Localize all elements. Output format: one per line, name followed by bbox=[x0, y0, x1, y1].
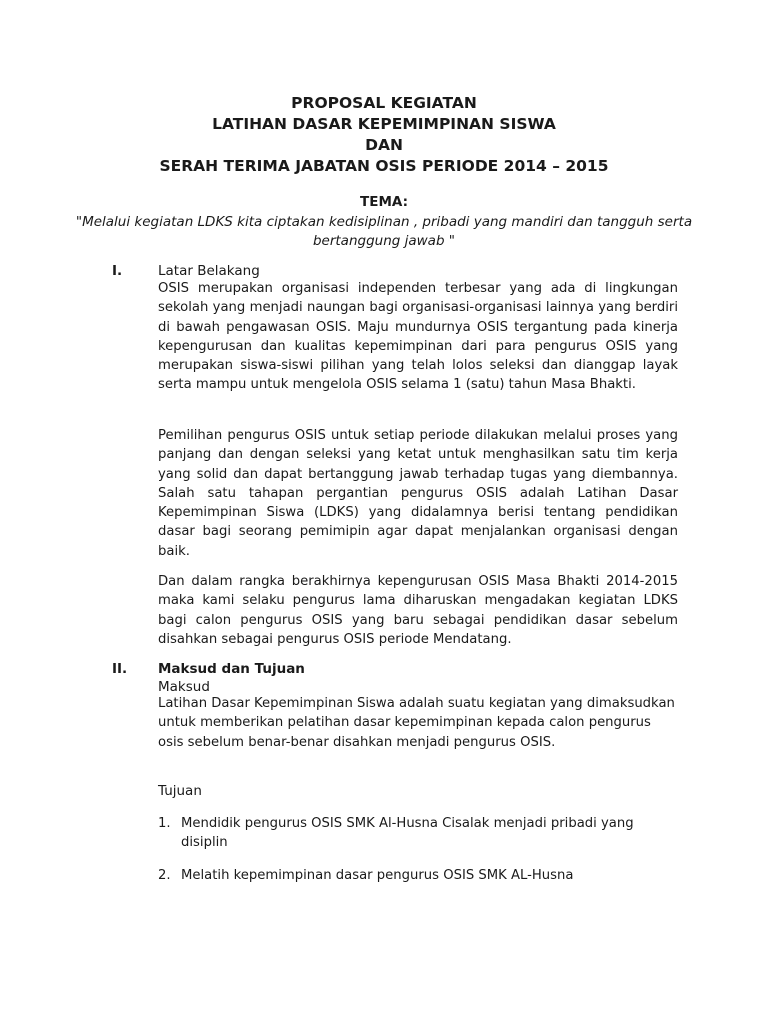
section-1-title: Latar Belakang bbox=[158, 263, 260, 279]
title-line-4: SERAH TERIMA JABATAN OSIS PERIODE 2014 – 2015 bbox=[159, 157, 609, 175]
tujuan-item-number: 2. bbox=[158, 868, 171, 883]
section-2-title: Maksud dan Tujuan bbox=[158, 661, 305, 677]
section-1-paragraph: Pemilihan pengurus OSIS untuk setiap periode dilakukan melalui proses yang panjang dan dengan seleksi yang ketat untuk menghasilkan satu tim kerja yang solid dan dapat bertanggung jawab terhadap tugas yang diembannya. Salah satu tahapan pergantian pengurus OSIS adalah Latihan Dasar Kepemimpinan Siswa (LDKS) yang didalamnya berisi tentang pendidikan dasar bagi seorang pemimipin agar dapat menjalankan organisasi dengan baik. bbox=[158, 428, 678, 559]
section-1-paragraph: OSIS merupakan organisasi independen terbesar yang ada di lingkungan sekolah yang menjadi naungan bagi organisasi-organisasi lainnya yang berdiri di bawah pengawasan OSIS. Maju mundurnya OSIS tergantung pada kinerja kepengurusan dan kualitas kepemimpinan dari para pengurus OSIS yang merupakan siswa-siswi pilihan yang telah lolos seleksi dan dianggap layak serta mampu untuk mengelola OSIS selama 1 (satu) tahun Masa Bhakti. bbox=[158, 281, 678, 393]
tujuan-label: Tujuan bbox=[158, 783, 202, 799]
section-1-number: I. bbox=[112, 263, 123, 279]
section-2-number: II. bbox=[112, 661, 128, 677]
tema-text: "Melalui kegiatan LDKS kita ciptakan kedisiplinan , pribadi yang mandiri dan tangguh serta bertanggung jawab " bbox=[75, 214, 693, 249]
tujuan-item-text: Mendidik pengurus OSIS SMK Al-Husna Cisalak menjadi pribadi yang disiplin bbox=[181, 816, 634, 851]
title-line-1: PROPOSAL KEGIATAN bbox=[291, 94, 477, 112]
tema-label: TEMA: bbox=[360, 194, 408, 210]
section-1-paragraph: Dan dalam rangka berakhirnya kepengurusan OSIS Masa Bhakti 2014-2015 maka kami selaku pengurus lama diharuskan mengadakan kegiatan LDKS bagi calon pengurus OSIS yang baru sebagai pendidikan dasar sebelum disahkan sebagai pengurus OSIS periode Mendatang. bbox=[158, 574, 678, 647]
tujuan-item-number: 1. bbox=[158, 816, 171, 831]
maksud-label: Maksud bbox=[158, 679, 210, 695]
maksud-paragraph: Latihan Dasar Kepemimpinan Siswa adalah suatu kegiatan yang dimaksudkan untuk memberikan pelatihan dasar kepemimpinan kepada calon pengurus osis sebelum benar-benar disahkan menjadi pengurus OSIS. bbox=[158, 696, 675, 750]
title-line-2: LATIHAN DASAR KEPEMIMPINAN SISWA bbox=[212, 115, 556, 133]
tujuan-item-text: Melatih kepemimpinan dasar pengurus OSIS SMK AL-Husna bbox=[181, 868, 574, 883]
title-line-3: DAN bbox=[365, 136, 403, 154]
